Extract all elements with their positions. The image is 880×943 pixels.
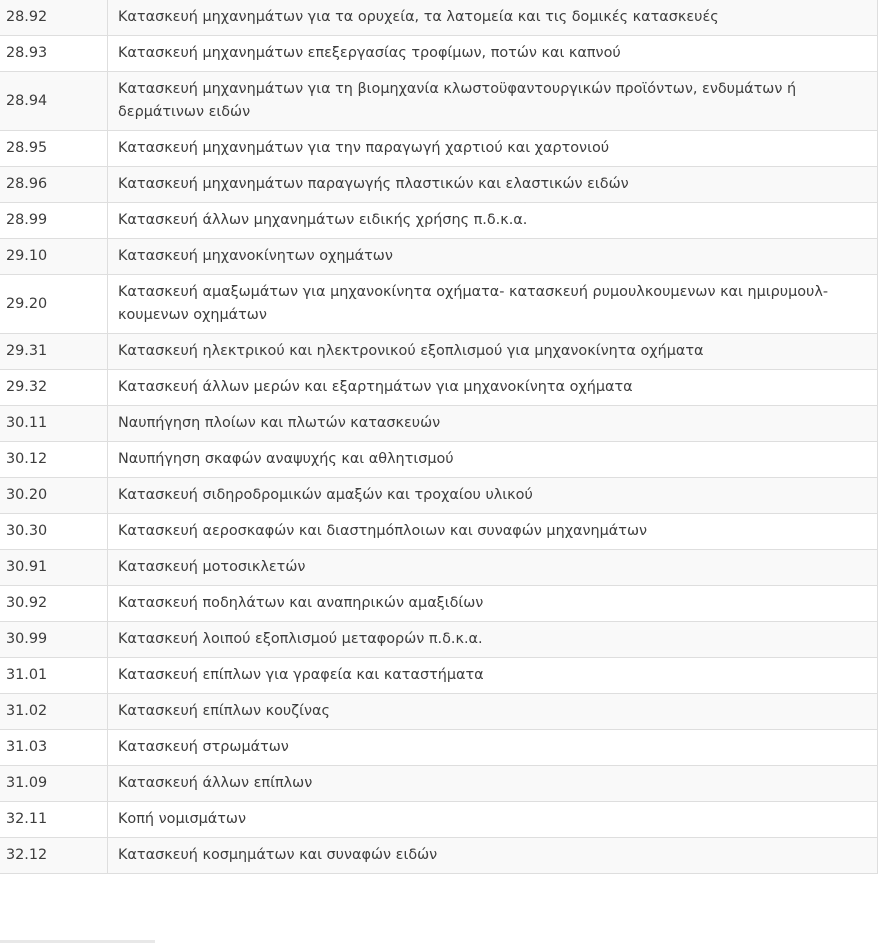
table-row	[0, 550, 878, 586]
activity-code: 31.02	[0, 694, 108, 730]
activity-code: 30.12	[0, 442, 108, 478]
table-row	[0, 442, 878, 478]
table-row	[0, 514, 878, 550]
activity-description: Κατασκευή άλλων μηχανημάτων ειδικής χρήσης π.δ.κ.α.	[108, 203, 878, 239]
table-row	[0, 730, 878, 766]
table-row	[0, 275, 878, 334]
table-row	[0, 239, 878, 275]
activity-description: Κατασκευή μηχανημάτων για τη βιομηχανία κλωστοϋφαντουργικών προϊόντων, ενδυμάτων ή δερμάτινων ειδών	[108, 72, 878, 131]
activity-code: 29.20	[0, 275, 108, 334]
activity-description: Ναυπήγηση πλοίων και πλωτών κατασκευών	[108, 406, 878, 442]
activity-description: Ναυπήγηση σκαφών αναψυχής και αθλητισμού	[108, 442, 878, 478]
activity-code: 31.09	[0, 766, 108, 802]
activity-code: 32.11	[0, 802, 108, 838]
activity-code: 31.03	[0, 730, 108, 766]
table-row	[0, 72, 878, 131]
table-row	[0, 478, 878, 514]
table-row	[0, 406, 878, 442]
activity-code: 28.92	[0, 0, 108, 36]
table-row	[0, 586, 878, 622]
table-row	[0, 167, 878, 203]
activity-code: 31.01	[0, 658, 108, 694]
table-row	[0, 622, 878, 658]
activity-code: 30.91	[0, 550, 108, 586]
table-row	[0, 334, 878, 370]
table-row	[0, 0, 878, 36]
table-row	[0, 36, 878, 72]
activity-description: Κατασκευή στρωμάτων	[108, 730, 878, 766]
activity-description: Κατασκευή σιδηροδρομικών αμαξών και τροχαίου υλικού	[108, 478, 878, 514]
activity-description: Κατασκευή μηχανημάτων παραγωγής πλαστικών και ελαστικών ειδών	[108, 167, 878, 203]
table-row	[0, 694, 878, 730]
activity-code: 28.99	[0, 203, 108, 239]
table-row	[0, 838, 878, 874]
activity-code: 30.20	[0, 478, 108, 514]
table-row	[0, 131, 878, 167]
activity-code: 28.94	[0, 72, 108, 131]
activity-code: 30.30	[0, 514, 108, 550]
activity-code: 28.96	[0, 167, 108, 203]
table-row	[0, 766, 878, 802]
activity-code: 30.92	[0, 586, 108, 622]
activity-code: 29.10	[0, 239, 108, 275]
activity-description: Κοπή νομισμάτων	[108, 802, 878, 838]
activity-description: Κατασκευή λοιπού εξοπλισμού μεταφορών π.δ.κ.α.	[108, 622, 878, 658]
activity-description: Κατασκευή μοτοσικλετών	[108, 550, 878, 586]
activity-description: Κατασκευή μηχανημάτων για τα ορυχεία, τα λατομεία και τις δομικές κατασκευές	[108, 0, 878, 36]
activity-code: 28.95	[0, 131, 108, 167]
table-row	[0, 658, 878, 694]
activity-code: 29.32	[0, 370, 108, 406]
activity-description: Κατασκευή ποδηλάτων και αναπηρικών αμαξιδίων	[108, 586, 878, 622]
activity-description: Κατασκευή μηχανημάτων επεξεργασίας τροφίμων, ποτών και καπνού	[108, 36, 878, 72]
activity-description: Κατασκευή επίπλων για γραφεία και καταστήματα	[108, 658, 878, 694]
activity-description: Κατασκευή μηχανημάτων για την παραγωγή χαρτιού και χαρτονιού	[108, 131, 878, 167]
activity-description: Κατασκευή κοσμημάτων και συναφών ειδών	[108, 838, 878, 874]
activity-description: Κατασκευή αμαξωμάτων για μηχανοκίνητα οχήματα- κατασκευή ρυμουλκουμενων και ημιρυμουλ-κουμενων οχημάτων	[108, 275, 878, 334]
activity-code: 29.31	[0, 334, 108, 370]
activity-description: Κατασκευή ηλεκτρικού και ηλεκτρονικού εξοπλισμού για μηχανοκίνητα οχήματα	[108, 334, 878, 370]
table-row	[0, 203, 878, 239]
activity-description: Κατασκευή άλλων επίπλων	[108, 766, 878, 802]
table-row	[0, 370, 878, 406]
activity-description: Κατασκευή μηχανοκίνητων οχημάτων	[108, 239, 878, 275]
table-row	[0, 802, 878, 838]
activity-code: 32.12	[0, 838, 108, 874]
activity-description: Κατασκευή επίπλων κουζίνας	[108, 694, 878, 730]
activity-description: Κατασκευή αεροσκαφών και διαστημόπλοιων και συναφών μηχανημάτων	[108, 514, 878, 550]
activity-code: 28.93	[0, 36, 108, 72]
activity-code: 30.99	[0, 622, 108, 658]
activity-code: 30.11	[0, 406, 108, 442]
activity-description: Κατασκευή άλλων μερών και εξαρτημάτων για μηχανοκίνητα οχήματα	[108, 370, 878, 406]
